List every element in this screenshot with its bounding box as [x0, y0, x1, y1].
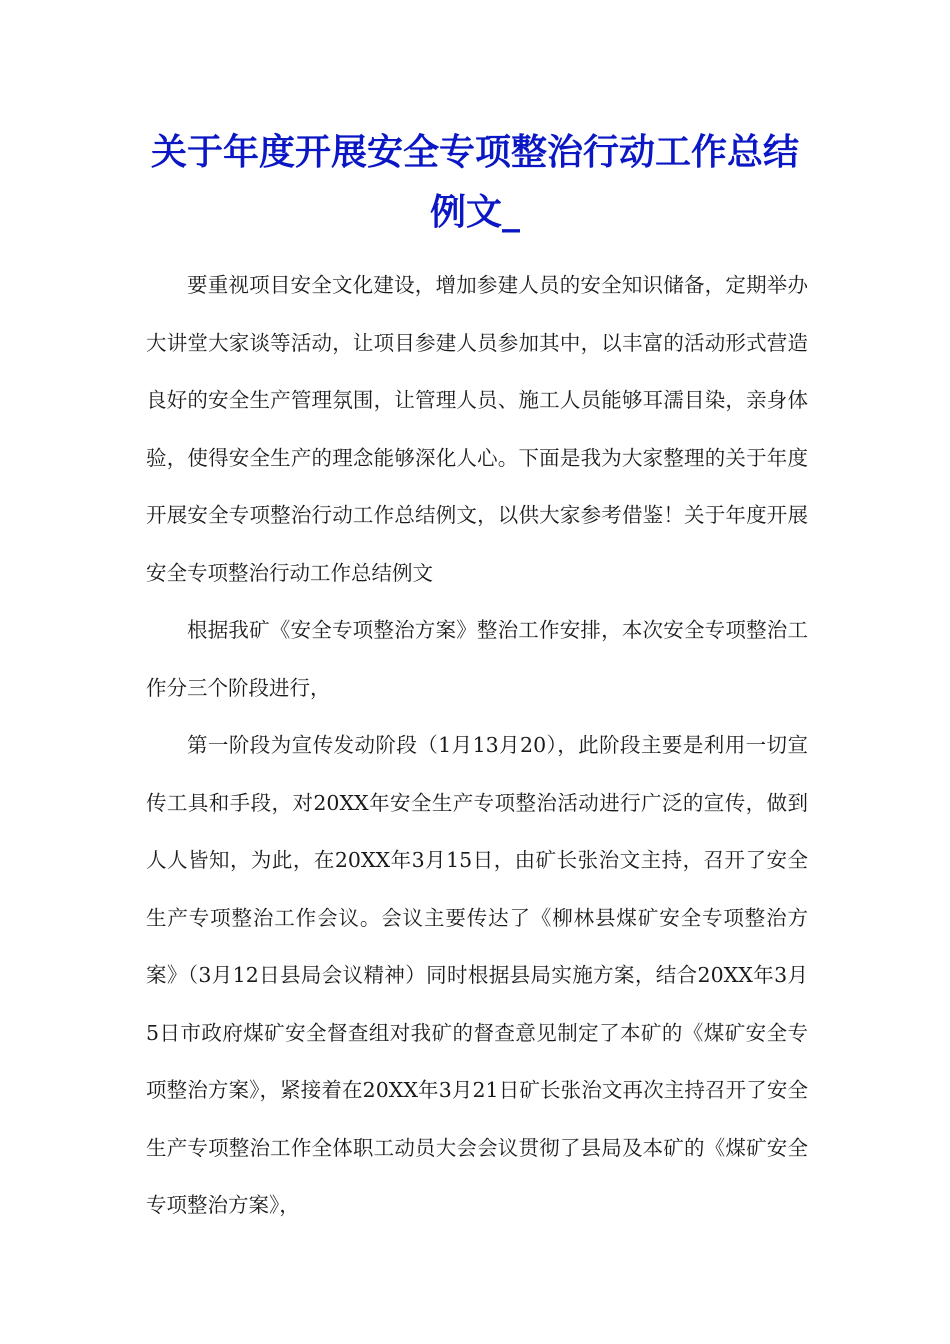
paragraph-stage-one: 第一阶段为宣传发动阶段（1月13月20），此阶段主要是利用一切宣传工具和手段，对20XX年安全生产专项整治活动进行广泛的宣传，做到人人皆知，为此，在20XX年3月15日，由矿长张治文主持，召开了安全生产专项整治工作会议。会议主要传达了《柳林县煤矿安全专项整治方案》（3月12日县局会议精神）同时根据县局实施方案，结合20XX年3月5日市政府煤矿安全督查组对我矿的督查意见制定了本矿的《煤矿安全专项整治方案》，紧接着在20XX年3月21日矿长张治文再次主持召开了安全生产专项整治工作全体职工动员大会会议贯彻了县局及本矿的《煤矿安全专项整治方案》，	[146, 733, 808, 1217]
paragraph-plan: 根据我矿《安全专项整治方案》整治工作安排，本次安全专项整治工作分三个阶段进行，	[146, 618, 808, 700]
paragraph-intro: 要重视项目安全文化建设，增加参建人员的安全知识储备，定期举办大讲堂大家谈等活动，让项目参建人员参加其中，以丰富的活动形式营造良好的安全生产管理氛围，让管理人员、施工人员能够耳濡目染，亲身体验，使得安全生产的理念能够深化人心。下面是我为大家整理的关于年度开展安全专项整治行动工作总结例文，以供大家参考借鉴！关于年度开展安全专项整治行动工作总结例文	[146, 273, 808, 585]
document-title: 关于年度开展安全专项整治行动工作总结例文_	[150, 131, 799, 233]
document-body	[146, 257, 808, 1235]
